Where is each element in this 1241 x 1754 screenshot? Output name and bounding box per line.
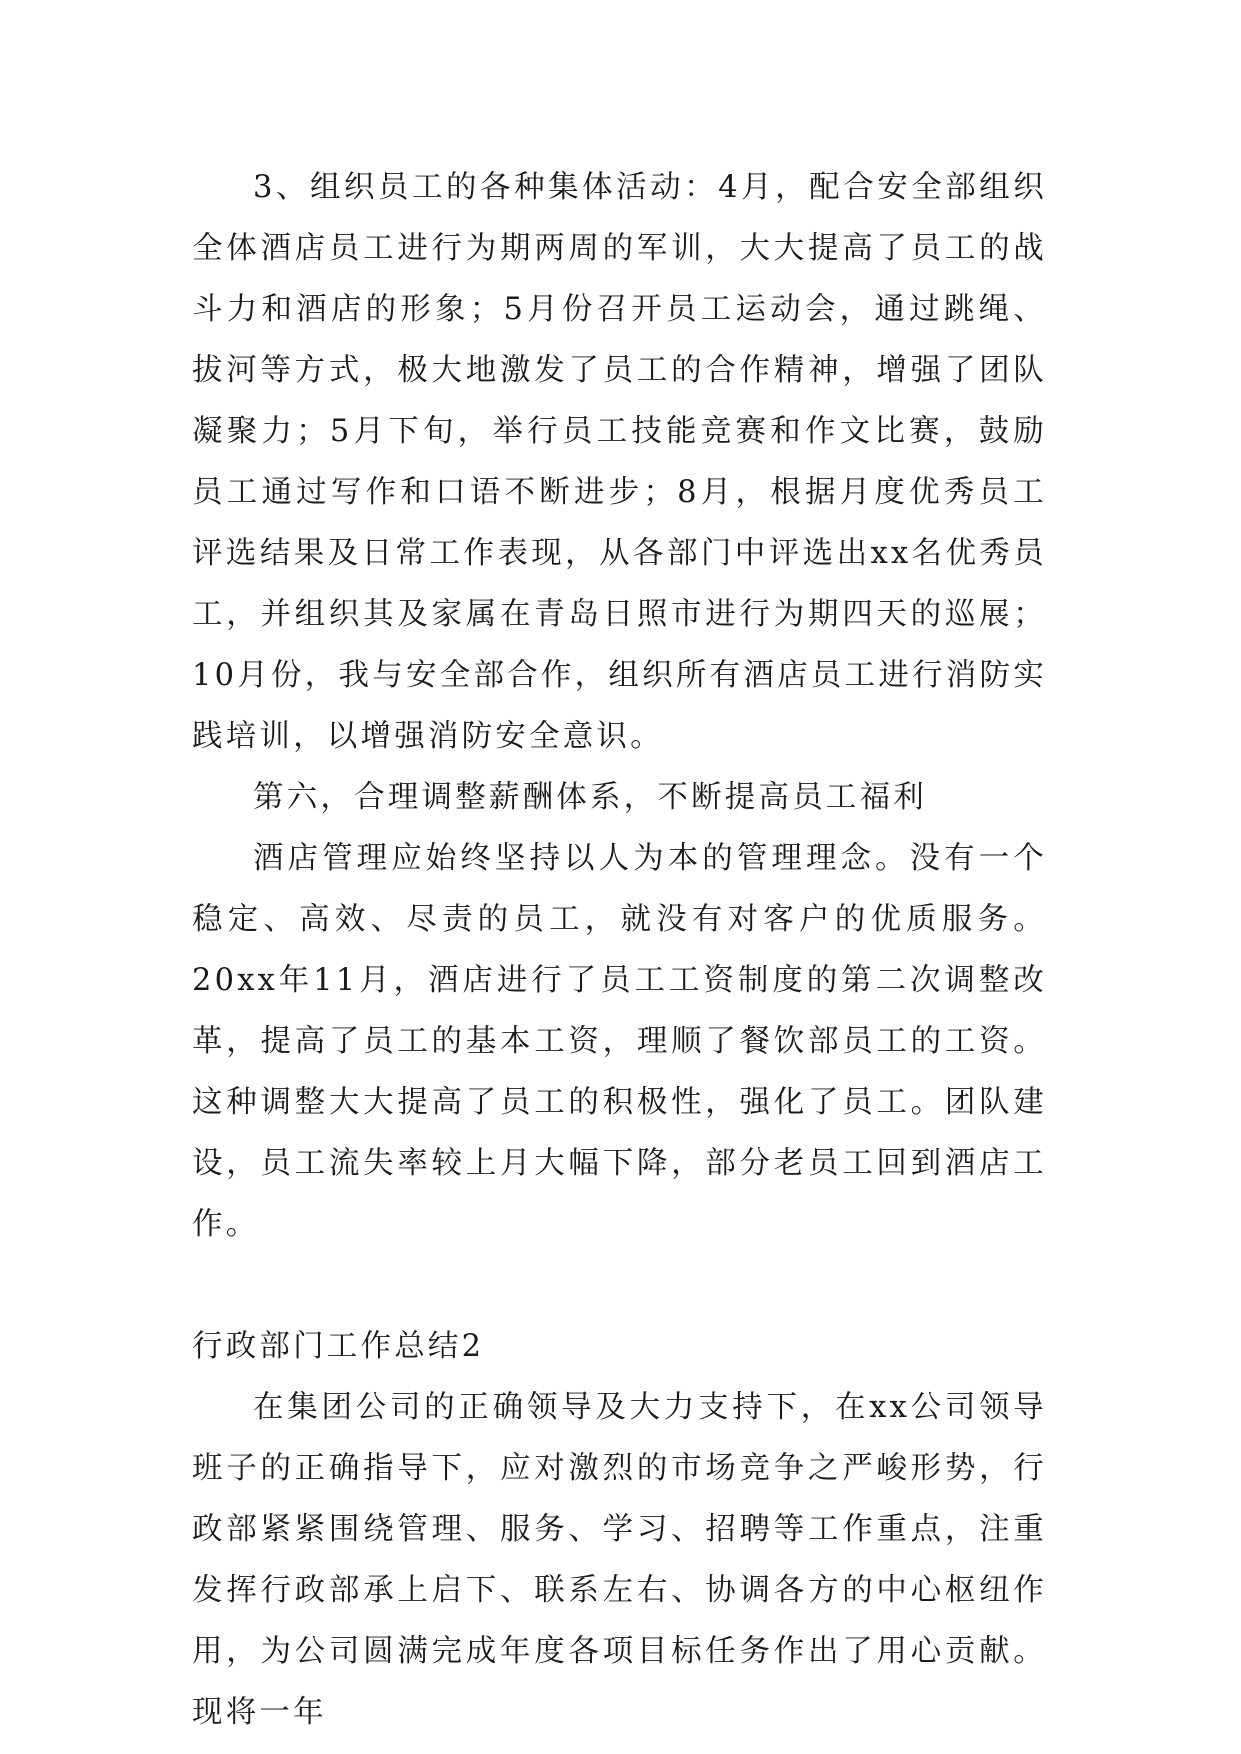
section-heading: 行政部门工作总结2 [192, 1329, 485, 1364]
paragraph-admin-summary: 在集团公司的正确领导及大力支持下，在xx公司领导班子的正确指导下，应对激烈的市场竞争之严峻形势，行政部紧紧围绕管理、服务、学习、招聘等工作重点，注重发挥行政部承上启下、联系左右、协调各方的中心枢纽作用，为公司圆满完成年度各项目标任务作出了用心贡献。现将一年 [192, 1390, 1047, 1730]
paragraph-heading-salary: 第六，合理调整薪酬体系，不断提高员工福利 [253, 780, 927, 815]
paragraph-management-philosophy: 酒店管理应始终坚持以人为本的管理理念。没有一个稳定、高效、尽责的员工，就没有对客户的优质服务。20xx年11月，酒店进行了员工工资制度的第二次调整改革，提高了员工的基本工资，理顺了餐饮部员工的工资。这种调整大大提高了员工的积极性，强化了员工。团队建设，员工流失率较上月大幅下降，部分老员工回到酒店工作。 [192, 841, 1047, 1242]
document-body [192, 157, 1047, 1743]
paragraph-group-activities: 3、组织员工的各种集体活动：4月，配合安全部组织全体酒店员工进行为期两周的军训，大大提高了员工的战斗力和酒店的形象；5月份召开员工运动会，通过跳绳、拔河等方式，极大地激发了员工的合作精神，增强了团队凝聚力；5月下旬，举行员工技能竞赛和作文比赛，鼓励员工通过写作和口语不断进步；8月，根据月度优秀员工评选结果及日常工作表现，从各部门中评选出xx名优秀员工，并组织其及家属在青岛日照市进行为期四天的巡展；10月份，我与安全部合作，组织所有酒店员工进行消防实践培训，以增强消防安全意识。 [192, 170, 1047, 754]
